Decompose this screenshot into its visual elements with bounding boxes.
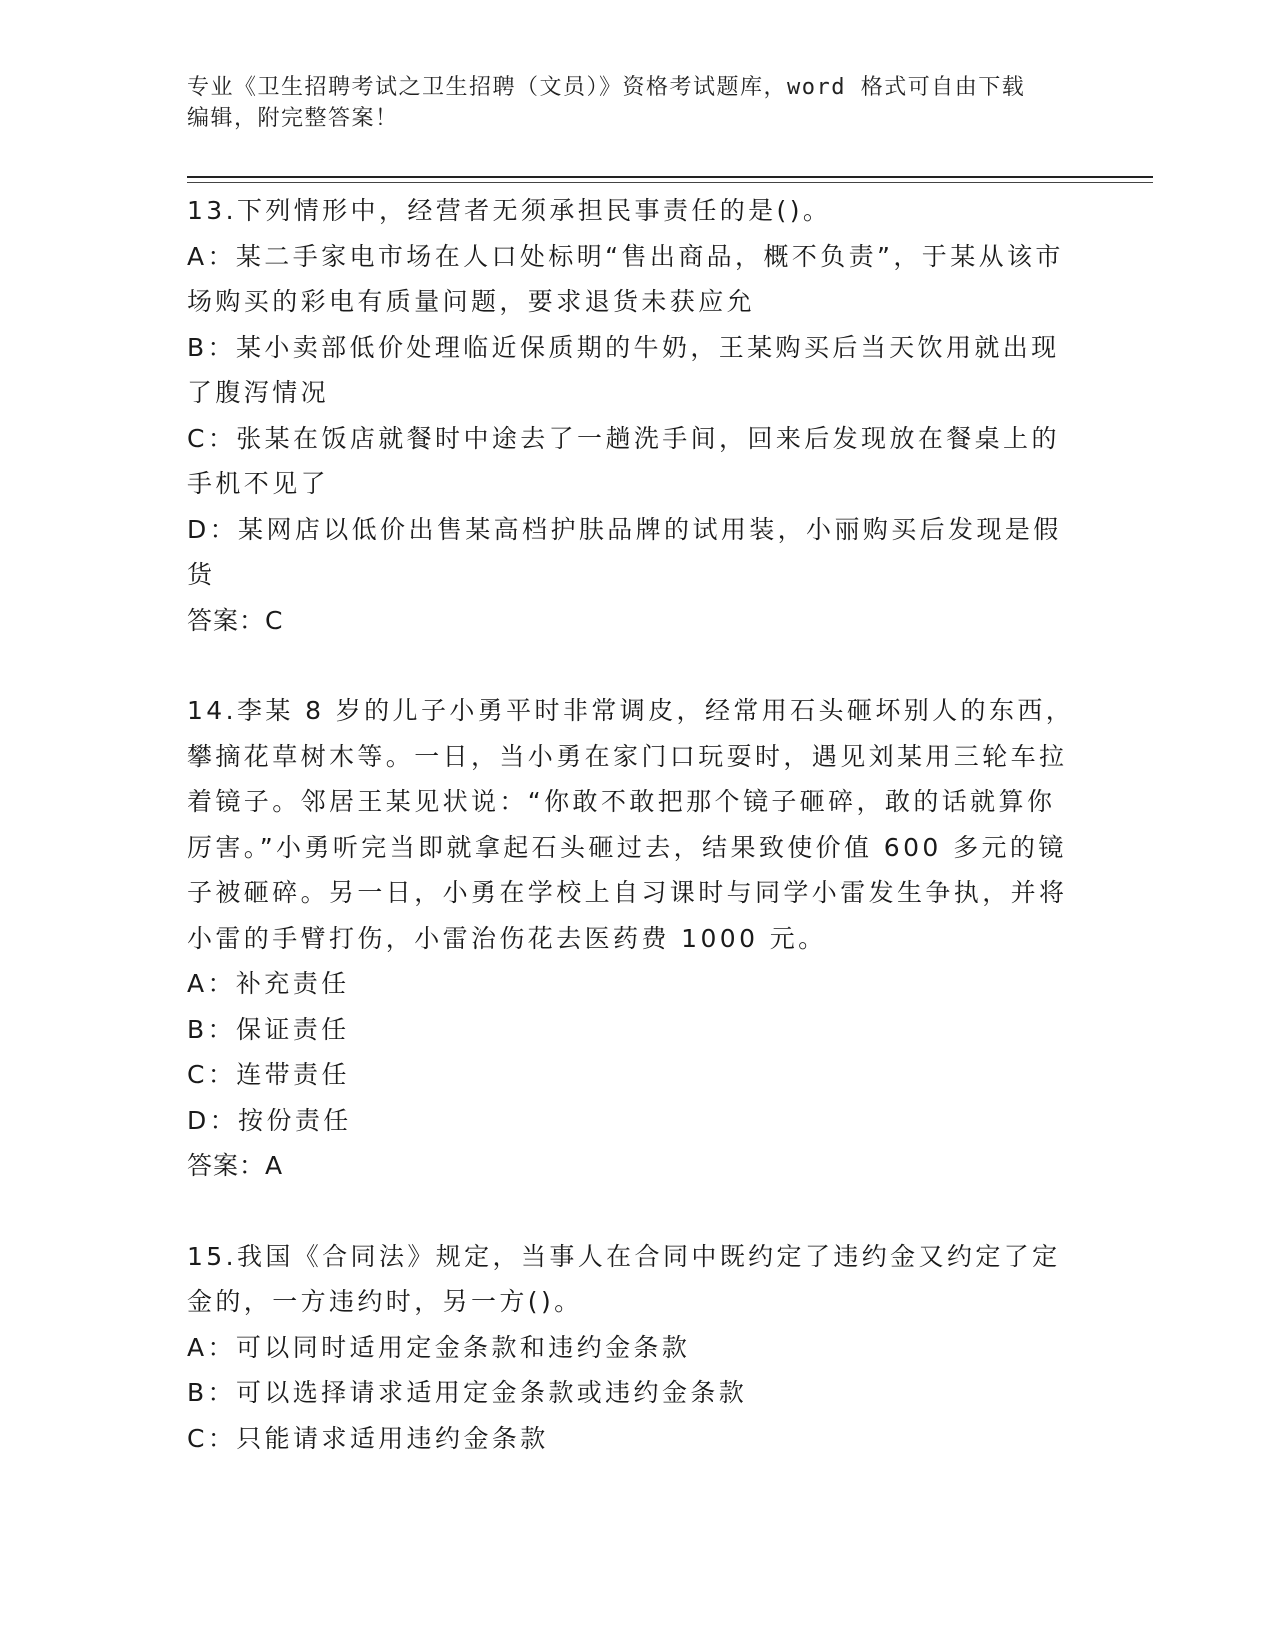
question-text: 15.我国《合同法》规定，当事人在合同中既约定了违约金又约定了定金的，一方违约时，另一方()。 xyxy=(187,1241,1061,1316)
option-a: A：可以同时适用定金条款和违约金条款 xyxy=(187,1332,691,1362)
option-d: D：按份责任 xyxy=(187,1105,352,1135)
option-d: D：某网店以低价出售某高档护肤品牌的试用装，小丽购买后发现是假货 xyxy=(187,514,1062,589)
answer-line: 答案：A xyxy=(187,1151,284,1180)
header-line-2: 编辑，附完整答案！ xyxy=(187,106,399,131)
question-13 xyxy=(187,188,1077,643)
question-15 xyxy=(187,1234,1077,1462)
question-list xyxy=(187,188,1077,1461)
option-b: B：保证责任 xyxy=(187,1014,350,1044)
question-text: 13.下列情形中，经营者无须承担民事责任的是()。 xyxy=(187,196,832,225)
option-c: C：连带责任 xyxy=(187,1060,350,1089)
question-text: 14.李某 8 岁的儿子小勇平时非常调皮，经常用石头砸坏别人的东西，攀摘花草树木等。一日，当小勇在家门口玩耍时，遇见刘某用三轮车拉着镜子。邻居王某见状说：“你敢不敢把那个镜子砸碎，敢的话就算你厉害。”小勇听完当即就拿起石头砸过去，结果致使价值 600 多元的镜子被砸碎。另一日，小勇在学校上自习课时与同学小雷发生争执，并将小雷的手臂打伤，小雷治伤花去医药费 1000 元。 xyxy=(187,696,1075,953)
question-14 xyxy=(187,688,1077,1189)
header-divider-thin xyxy=(187,182,1153,183)
document-header xyxy=(187,72,1077,134)
option-b: B：某小卖部低价处理临近保质期的牛奶，王某购买后当天饮用就出现了腹泻情况 xyxy=(187,332,1060,407)
question-spacer xyxy=(187,643,1077,688)
header-divider-thick xyxy=(187,176,1153,178)
option-c: C：只能请求适用违约金条款 xyxy=(187,1423,549,1453)
option-c: C：张某在饭店就餐时中途去了一趟洗手间，回来后发现放在餐桌上的手机不见了 xyxy=(187,423,1060,498)
option-a: A：补充责任 xyxy=(187,969,350,998)
header-line-1: 专业《卫生招聘考试之卫生招聘（文员）》资格考试题库，word 格式可自由下载 xyxy=(187,75,1026,100)
option-a: A：某二手家电市场在人口处标明“售出商品，概不负责”，于某从该市场购买的彩电有质量问题，要求退货未获应允 xyxy=(187,241,1064,316)
answer-line: 答案：C xyxy=(187,605,284,635)
option-b: B：可以选择请求适用定金条款或违约金条款 xyxy=(187,1378,748,1407)
question-spacer xyxy=(187,1189,1077,1234)
